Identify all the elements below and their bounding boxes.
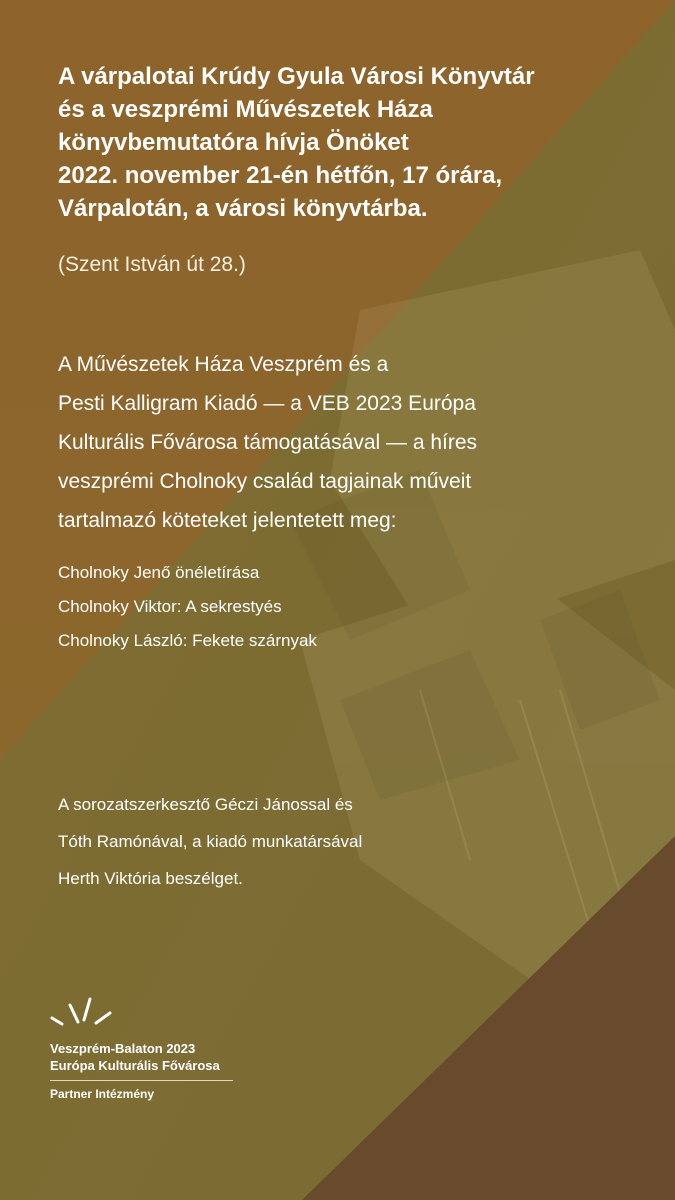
venue-address: (Szent István út 28.) — [58, 253, 246, 276]
sun-rays-logo-icon — [50, 996, 114, 1030]
veb-2023-logo — [50, 996, 250, 1102]
intro-line: A Művészetek Háza Veszprém és a — [58, 353, 389, 376]
talk-line: A sorozatszerkesztő Géczi Jánossal és — [58, 795, 353, 814]
intro-line: Kulturális Fővárosa támogatásával — a híres — [58, 431, 478, 454]
intro-line: Pesti Kalligram Kiadó — a VEB 2023 Európa — [58, 392, 476, 415]
logo-line-2: Európa Kulturális Fővárosa — [50, 1058, 220, 1073]
intro-line: tartalmazó köteteket jelentetett meg: — [58, 509, 397, 532]
conversation-paragraph — [58, 786, 362, 897]
book-item: Cholnoky Jenő önéletírása — [58, 563, 260, 582]
invitation-line: könyvbemutatóra hívja Önöket — [58, 129, 409, 156]
partner-label: Partner Intézmény — [50, 1087, 155, 1101]
logo-line-1: Veszprém-Balaton 2023 — [50, 1041, 196, 1056]
talk-line: Herth Viktória beszélget. — [58, 869, 243, 888]
invitation-date-line: 2022. november 21-én hétfőn, 17 órára, — [58, 162, 503, 189]
book-item: Cholnoky László: Fekete szárnyak — [58, 631, 317, 650]
invitation-text — [58, 60, 658, 225]
invitation-place-line: Várpalotán, a városi könyvtárba. — [58, 195, 428, 222]
logo-divider — [50, 1080, 233, 1081]
intro-line: veszprémi Cholnoky család tagjainak műveit — [58, 470, 472, 493]
invitation-line: és a veszprémi Művészetek Háza — [58, 96, 433, 123]
book-list — [58, 556, 317, 658]
talk-line: Tóth Ramónával, a kiadó munkatársával — [58, 832, 363, 851]
invitation-line: A várpalotai Krúdy Gyula Városi Könyvtár — [58, 63, 535, 90]
book-item: Cholnoky Viktor: A sekrestyés — [58, 597, 282, 616]
intro-paragraph — [58, 345, 658, 540]
